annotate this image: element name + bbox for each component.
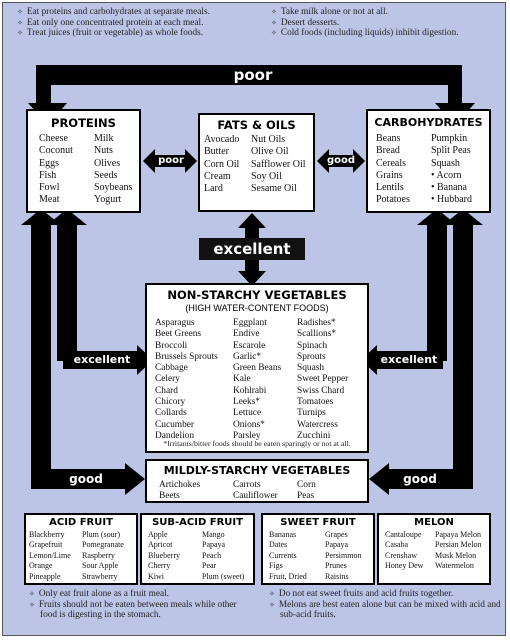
food-item: Grapefruit — [29, 540, 63, 550]
food-item: Grapes — [325, 530, 348, 539]
diamond-icon: ✧ — [271, 18, 277, 27]
food-item: Apricot — [148, 540, 173, 550]
melon-title: MELON — [414, 517, 454, 528]
top-tips-right — [271, 7, 503, 39]
food-item: Kiwi — [148, 571, 164, 581]
food-item: Fruit, Dried — [269, 571, 307, 581]
food-item: Plum (sour) — [82, 530, 120, 539]
acid-fruit-title: ACID FRUIT — [49, 517, 113, 528]
food-item: Papaya — [202, 540, 226, 550]
mildly-starchy-title: MILDLY-STARCHY VEGETABLES — [163, 464, 351, 477]
food-item: Cheese — [39, 133, 68, 144]
poor-label-mid: poor — [158, 155, 184, 166]
sweet-fruit-title: SWEET FRUIT — [280, 517, 356, 528]
proteins-col2 — [94, 133, 132, 207]
food-item: Scallions* — [297, 329, 337, 340]
food-item: Asparagus — [155, 318, 195, 328]
diamond-icon: ✧ — [269, 590, 275, 598]
food-item: Orange — [29, 561, 53, 571]
good-label-right: good — [403, 472, 437, 486]
diamond-icon: ✧ — [269, 600, 275, 609]
food-item: Pear — [202, 561, 217, 571]
excellent-label-left: excellent — [73, 353, 131, 366]
proteins-title: PROTEINS — [51, 116, 116, 130]
food-item: Zucchini — [297, 430, 331, 441]
food-item: Olives — [94, 157, 121, 169]
fats-col2 — [251, 134, 306, 195]
acid-fruit-col1 — [29, 530, 71, 582]
food-item: Fowl — [39, 182, 60, 194]
food-item: Lemon/Lime — [29, 550, 71, 560]
fats-title: FATS & OILS — [217, 118, 296, 132]
food-item: Beans — [376, 133, 401, 144]
food-item: Bread — [376, 145, 400, 157]
food-item: Eggs — [39, 157, 59, 169]
acid-fruit-col2 — [82, 530, 124, 582]
food-item: Olive Oil — [251, 146, 289, 158]
bottom-tips-left — [29, 589, 255, 621]
non-starchy-col2 — [233, 318, 281, 442]
excellent-label-center: excellent — [213, 240, 291, 258]
carbs-col2 — [431, 133, 472, 207]
food-item: Crenshaw — [385, 550, 417, 560]
food-item: Honey Dew — [385, 561, 424, 571]
mildly-col1 — [159, 480, 200, 502]
diamond-icon: ✧ — [17, 29, 23, 38]
food-item: Papaya — [325, 540, 349, 550]
food-item: Broccoli — [155, 340, 188, 351]
carbs-col1 — [376, 133, 410, 207]
sub-acid-fruit-col1 — [148, 530, 180, 582]
top-tips-left — [17, 7, 267, 39]
tip-item: ✧ Do not eat sweet fruits and acid fruits together. — [269, 589, 454, 599]
tip-item: ✧ Eat proteins and carbohydrates at separate meals. — [17, 7, 210, 17]
food-item: Leeks* — [233, 397, 261, 408]
food-item: Brussels Sprouts — [155, 351, 218, 362]
food-item: Nuts — [94, 145, 113, 157]
food-item: Soy Oil — [251, 170, 282, 182]
melon-box — [377, 513, 491, 585]
food-item: Turnips — [297, 408, 326, 419]
food-item: Cereals — [376, 157, 406, 169]
mildly-col2 — [233, 480, 278, 502]
food-item: Sweet Pepper — [297, 374, 349, 385]
food-item: Papaya Melon — [435, 530, 481, 539]
food-item: Fish — [39, 169, 57, 181]
tip-item: ✧ Cold foods (including liquids) inhibit digestion. — [271, 28, 459, 39]
food-item: Cantaloupe — [385, 530, 422, 539]
food-item: Grains — [376, 169, 403, 181]
food-item: Currents — [269, 550, 297, 560]
food-item: Strawberry — [82, 571, 118, 581]
food-item: Kale — [233, 374, 251, 385]
carbs-title: CARBOHYDRATES — [374, 116, 483, 129]
food-item: Butter — [204, 146, 229, 158]
food-item: Soybeans — [94, 182, 133, 194]
sweet-fruit-box — [261, 513, 375, 585]
melon-col2 — [435, 530, 481, 572]
good-label-mid: good — [327, 155, 356, 166]
food-item: Safflower Oil — [251, 158, 306, 170]
food-item: Squash — [431, 157, 460, 169]
melon-col1 — [385, 530, 423, 572]
proteins-box — [26, 109, 141, 213]
food-item: Dates — [269, 540, 288, 550]
good-arrow-left-head — [125, 463, 145, 495]
food-item: Corn Oil — [204, 158, 240, 170]
diamond-icon: ✧ — [17, 18, 23, 27]
food-item: Lentils — [376, 182, 404, 194]
food-item: Cauliflower — [233, 491, 278, 501]
food-item: Milk — [94, 133, 114, 144]
food-item: Apple — [148, 530, 168, 539]
food-item: Artichokes — [159, 480, 201, 490]
diamond-icon: ✧ — [17, 8, 23, 16]
food-item: Yogurt — [94, 194, 122, 206]
food-item: Celery — [155, 374, 180, 385]
food-item: Radishes* — [297, 318, 336, 328]
food-item: Spinach — [297, 340, 328, 351]
food-item: Sour Apple — [82, 561, 119, 571]
food-item: Lard — [204, 183, 223, 195]
food-item: Cherry — [148, 561, 171, 571]
tip-item: ✧ Eat only one concentrated protein at each meal. — [17, 17, 204, 28]
sub-acid-fruit-title: SUB-ACID FRUIT — [152, 517, 243, 528]
food-item: Swiss Chard — [297, 385, 345, 396]
poor-label-top: poor — [233, 66, 273, 84]
food-item: Persian Melon — [435, 540, 482, 550]
food-item: Escarole — [233, 340, 266, 351]
food-item: Nut Oils — [251, 134, 286, 145]
food-item: Seeds — [94, 169, 118, 181]
food-item: Sesame Oil — [251, 183, 297, 195]
sweet-fruit-col2 — [325, 530, 361, 582]
food-item: Sprouts — [297, 351, 326, 362]
food-item: Split Peas — [431, 145, 471, 157]
non-starchy-col3 — [297, 318, 348, 442]
food-item: Cucumber — [155, 419, 195, 430]
food-item: Parsley — [233, 430, 261, 441]
food-item: Avocado — [204, 134, 240, 145]
fats-col1 — [204, 134, 239, 195]
diamond-icon: ✧ — [271, 8, 277, 16]
bottom-tips-right — [269, 589, 501, 621]
food-item: Squash — [297, 363, 325, 374]
food-item: Potatoes — [376, 194, 410, 206]
food-item: Beets — [159, 491, 180, 501]
food-item: Musk Melon — [435, 550, 477, 560]
food-item: Collards — [155, 408, 187, 419]
non-starchy-footnote: *Irritants/bitter foods should be eaten sparingly or not at all. — [163, 439, 351, 448]
carbohydrates-box — [366, 109, 491, 213]
food-item: Watercress — [297, 419, 338, 430]
food-item: • Acorn — [431, 169, 462, 181]
food-item: Persimmon — [325, 550, 362, 560]
food-item: Peach — [202, 550, 222, 560]
food-item: Raspberry — [82, 550, 115, 560]
diamond-icon: ✧ — [29, 600, 35, 609]
diamond-icon: ✧ — [271, 29, 277, 38]
food-item: Cream — [204, 170, 231, 182]
food-item: Watermelon — [435, 561, 474, 571]
non-starchy-box — [145, 283, 369, 453]
food-item: Onions* — [233, 419, 265, 430]
food-item: Mango — [202, 530, 225, 539]
food-item: Figs — [269, 561, 283, 571]
food-item: Endive — [233, 329, 260, 340]
food-item: Dandelion — [155, 430, 195, 441]
non-starchy-subtitle: (HIGH WATER-CONTENT FOODS) — [185, 303, 329, 313]
diamond-icon: ✧ — [29, 590, 35, 598]
food-item: • Hubbard — [431, 194, 472, 206]
mildly-starchy-box — [145, 459, 369, 503]
non-starchy-col1 — [155, 318, 218, 442]
food-item: Casaba — [385, 540, 409, 550]
tip-item: ✧ Fruits should not be eaten between meals while other food is digesting in the stomach. — [29, 599, 237, 621]
good-arrow-right-head — [369, 463, 389, 495]
good-label-left: good — [69, 472, 103, 486]
food-item: Raisins — [325, 571, 349, 581]
food-item: Coconut — [39, 145, 73, 157]
food-item: Pineapple — [29, 571, 61, 581]
food-item: Meat — [39, 194, 60, 206]
food-item: Blackberry — [29, 530, 65, 539]
food-item: Prunes — [325, 561, 347, 571]
food-item: Carrots — [233, 480, 261, 490]
food-item: Kohlrabi — [233, 385, 267, 396]
sub-acid-fruit-col2 — [202, 530, 244, 582]
food-item: Blueberry — [148, 550, 180, 560]
food-item: Plum (sweet) — [202, 571, 245, 581]
fats-oils-box — [198, 113, 315, 212]
excellent-label-right: excellent — [380, 353, 438, 366]
food-item: Lettuce — [233, 408, 262, 419]
food-item: Pomegranate — [82, 540, 124, 550]
tip-item: ✧ Only eat fruit alone as a fruit meal. — [29, 589, 169, 599]
tip-item: ✧ Desert desserts. — [271, 17, 340, 28]
food-item: Chard — [155, 385, 178, 396]
food-item: Chicory — [155, 397, 186, 408]
tip-item: ✧ Melons are best eaten alone but can be mixed with acid and sub-acid fruits. — [269, 599, 501, 621]
sweet-fruit-col1 — [269, 530, 307, 582]
food-item: Corn — [297, 480, 316, 490]
proteins-col1 — [39, 133, 73, 207]
food-combining-chart — [2, 2, 506, 636]
acid-fruit-box — [24, 513, 138, 585]
tip-item: ✧ Treat juices (fruit or vegetable) as whole foods. — [17, 28, 204, 39]
food-item: • Banana — [431, 182, 467, 194]
food-item: Tomatoes — [297, 397, 334, 408]
food-item: Garlic* — [233, 351, 262, 362]
food-item: Cabbage — [155, 363, 188, 374]
food-item: Peas — [297, 491, 315, 501]
food-item: Eggplant — [233, 318, 267, 328]
food-item: Green Beans — [233, 363, 282, 374]
food-item: Bananas — [269, 530, 297, 539]
sub-acid-fruit-box — [140, 513, 255, 585]
mildly-col3 — [297, 480, 316, 502]
food-item: Pumpkin — [431, 133, 468, 144]
tip-item: ✧ Take milk alone or not at all. — [271, 7, 388, 17]
non-starchy-title: NON-STARCHY VEGETABLES — [167, 288, 347, 302]
food-item: Beet Greens — [155, 329, 202, 340]
